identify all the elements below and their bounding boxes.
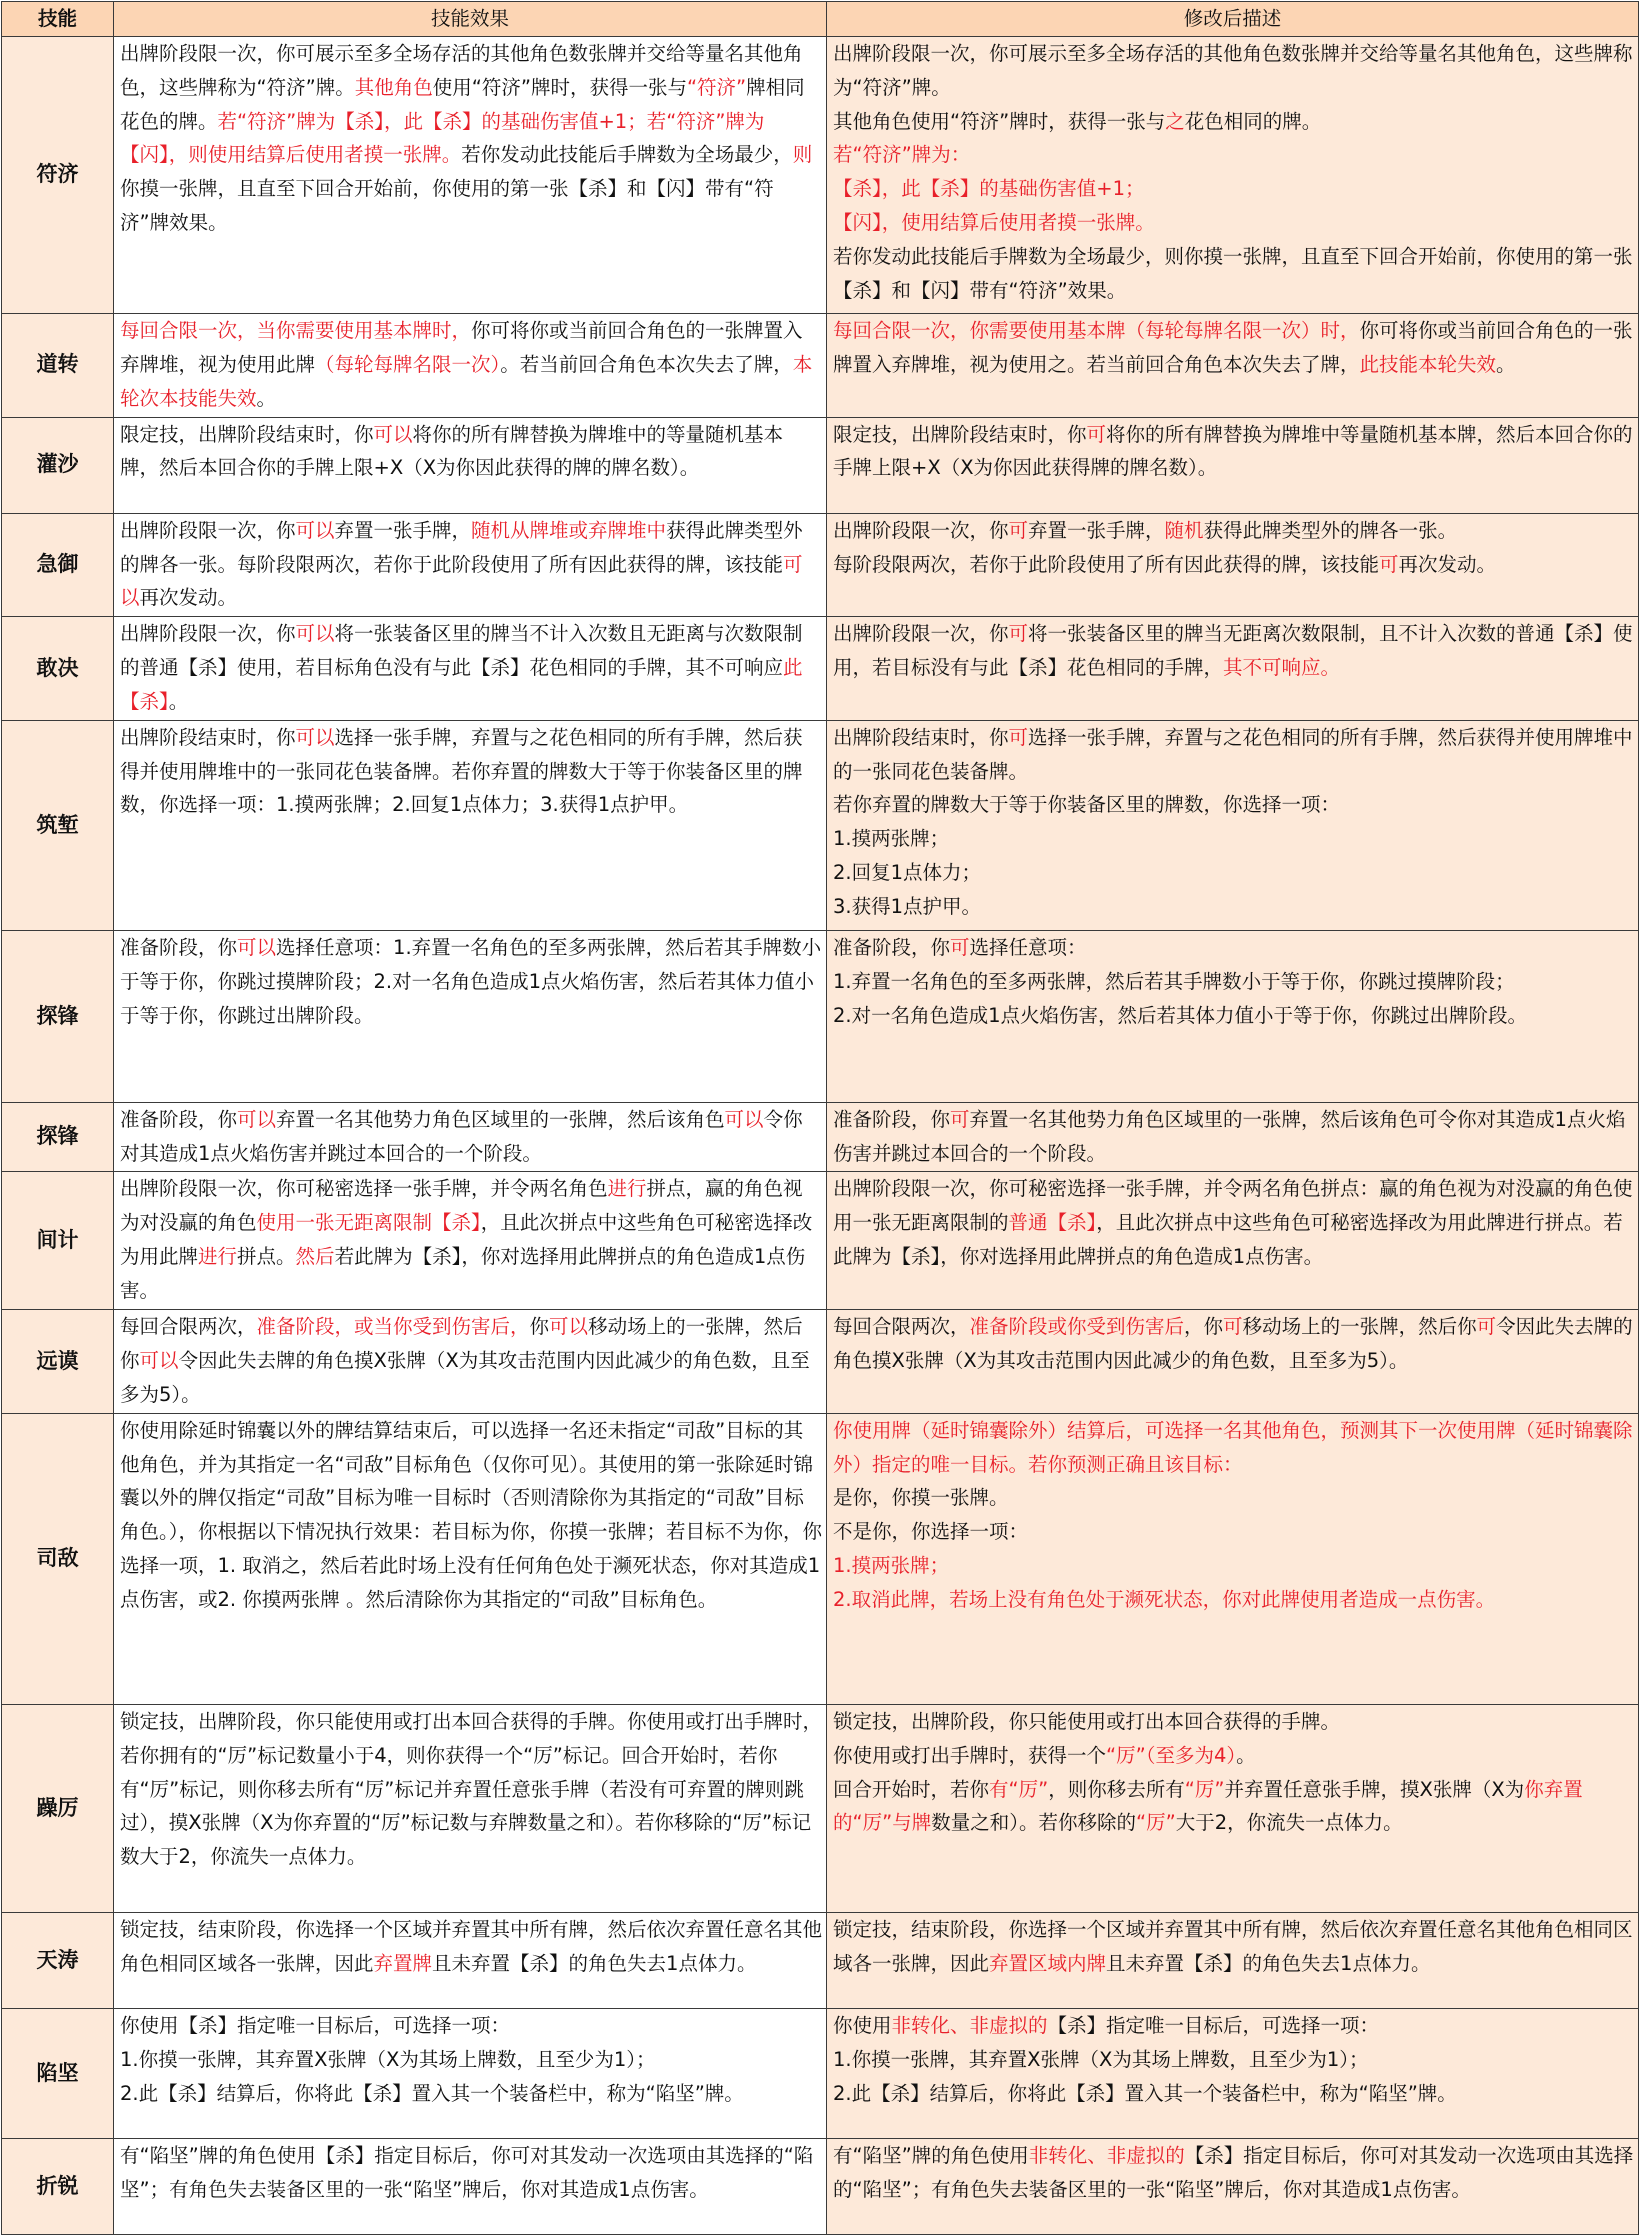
text-segment: 你使用 (833, 2014, 892, 2038)
text-segment: 出牌阶段结束时，你 (833, 725, 1009, 749)
highlighted-text: 弃置区域内牌 (989, 1952, 1107, 1976)
text-segment: 回合开始时，若你 (833, 1777, 990, 1801)
skill-name: 司敌 (2, 1413, 114, 1704)
text-segment: 大于2，你流失一点体力。 (1175, 1811, 1403, 1835)
text-segment: 是你，你摸一张牌。 (833, 1486, 1009, 1510)
text-segment: 你使用或打出手牌时，获得一个 (833, 1743, 1107, 1767)
header-effect: 技能效果 (114, 2, 827, 37)
text-segment: 不是你，你选择一项： (833, 1520, 1029, 1544)
skill-comparison-table (1, 1, 1639, 2235)
text-segment: 其他角色使用“符济”牌时，获得一张与 (833, 109, 1166, 133)
text-segment: 准备阶段，你 (120, 1108, 238, 1132)
table-row (2, 1913, 1639, 2009)
text-segment: 。 (1236, 1743, 1256, 1767)
text-segment: 数量之和）。若你移除的 (931, 1811, 1136, 1835)
skill-effect-cell (114, 417, 827, 513)
skill-name: 躁厉 (2, 1704, 114, 1912)
revised-description-cell (827, 417, 1639, 513)
highlighted-text: 普通【杀】 (1008, 1211, 1097, 1235)
highlighted-text: 本轮次本技能失效 (120, 352, 813, 410)
skill-effect-cell (114, 513, 827, 617)
text-segment: ，且此次拼点中这些角色可秘密选择改为用此牌进行拼点。若此牌为【杀】，你对选择用此牌拼点的角色造成1点伤害。 (833, 1211, 1623, 1269)
text-segment: 锁定技，结束阶段，你选择一个区域并弃置其中所有牌，然后依次弃置任意名其他角色相同区域各一张牌，因此 (833, 1918, 1633, 1976)
highlighted-text: 每回合限一次，当你需要使用基本牌时， (120, 319, 472, 343)
text-segment: 3.获得1点护甲。 (833, 894, 982, 918)
highlighted-text: 可以 (724, 1108, 764, 1132)
table-row (2, 931, 1639, 1103)
text-segment: 选择一张手牌，弃置与之花色相同的所有手牌，然后获得并使用牌堆中的一张同花色装备牌。 (833, 725, 1633, 783)
highlighted-text: 【闪】，使用结算后使用者摸一张牌。 (833, 210, 1155, 234)
text-segment: 若此牌为【杀】，你对选择用此牌拼点的角色造成1点伤害。 (120, 1245, 806, 1302)
text-segment: 。 (168, 689, 189, 713)
text-segment: 你摸一张牌，且直至下回合开始前，你使用的第一张【杀】和【闪】带有“符济”牌效果。 (120, 177, 774, 234)
text-segment: 你可将你或当前回合角色的一张牌置入弃牌堆，视为使用此牌 (120, 319, 803, 376)
skill-name: 天涛 (2, 1913, 114, 2009)
highlighted-text: 你弃置的“厉”与牌 (833, 1777, 1583, 1835)
highlighted-text: 此【杀】 (120, 656, 803, 713)
text-segment: 再次发动。 (139, 586, 238, 610)
text-segment: 1.弃置一名角色的至多两张牌，然后若其手牌数小于等于你，你跳过摸牌阶段； (833, 969, 1515, 993)
highlighted-text: 可 (1008, 518, 1029, 542)
text-segment: ，则你移去所有 (1048, 1777, 1185, 1801)
skill-effect-cell (114, 1413, 827, 1704)
text-segment: 获得此牌类型外的牌各一张。每阶段限两次，若你于此阶段使用了所有因此获得的牌，该技能 (120, 518, 803, 576)
highlighted-text: 可 (950, 936, 970, 960)
text-segment: 拼点，赢的角色视为对没赢的角色 (120, 1177, 803, 1235)
text-segment: 出牌阶段限一次，你可秘密选择一张手牌，并令两名角色拼点：赢的角色视为对没赢的角色使用一张无距离限制的 (833, 1177, 1633, 1235)
skill-effect-cell (114, 314, 827, 418)
highlighted-text: 使用一张无距离限制【杀】 (256, 1211, 481, 1235)
highlighted-text: 若“符济”牌为： (833, 143, 971, 167)
highlighted-text: 可 (1008, 622, 1029, 646)
text-segment: 出牌阶段结束时，你 (120, 725, 296, 749)
text-segment: 将一张装备区里的牌当不计入次数且无距离与次数限制的普通【杀】使用，若目标角色没有与此【杀】花色相同的手牌，其不可响应 (120, 622, 803, 680)
text-segment: 1.你摸一张牌，其弃置X张牌（X为其场上牌数，且至少为1）； (120, 2048, 656, 2072)
text-segment: 有“陷坚”牌的角色使用 (833, 2143, 1029, 2167)
table-row (2, 1172, 1639, 1310)
highlighted-text: 可以 (237, 1108, 277, 1132)
text-segment: 弃置一张手牌， (1028, 518, 1165, 542)
highlighted-text: “厉”（至多为4） (1106, 1743, 1237, 1767)
table-row (2, 1310, 1639, 1414)
highlighted-text: “厉” (1135, 1811, 1176, 1835)
skill-effect-cell (114, 720, 827, 930)
text-segment: 花色相同的牌。 (1184, 109, 1322, 133)
table-row (2, 1704, 1639, 1912)
text-segment: 2.此【杀】结算后，你将此【杀】置入其一个装备栏中，称为“陷坚”牌。 (120, 2081, 744, 2105)
highlighted-text: 可 (1379, 552, 1399, 576)
text-segment: 出牌阶段限一次，你 (120, 622, 296, 646)
highlighted-text: 若“符济”牌为【杀】，此【杀】的基础伤害值+1；若“符济”牌为【闪】，则使用结算后使用者摸一张牌。 (120, 109, 765, 167)
revised-description-cell (827, 720, 1639, 930)
revised-description-cell (827, 2009, 1639, 2138)
text-segment: 弃置一名其他势力角色区域里的一张牌，然后该角色 (276, 1108, 725, 1132)
revised-description-cell (827, 2138, 1639, 2234)
table-row (2, 37, 1639, 314)
text-segment: 弃置一名其他势力角色区域里的一张牌，然后该角色可令你对其造成1点火焰伤害并跳过本回合的一个阶段。 (833, 1108, 1626, 1165)
highlighted-text: 每回合限一次，你需要使用基本牌（每轮每牌名限一次）时， (833, 319, 1360, 343)
text-segment: 牌相同花色的牌。 (120, 75, 805, 133)
text-segment: 1.你摸一张牌，其弃置X张牌（X为其场上牌数，且至少为1）； (833, 2048, 1369, 2072)
skill-name: 符济 (2, 37, 114, 314)
text-segment: 若你发动此技能后手牌数为全场最少， (461, 143, 793, 167)
text-segment: 【杀】指定目标后，你可对其发动一次选项由其选择的“陷坚”；有角色失去装备区里的一张“陷坚”牌后，你对其造成1点伤害。 (833, 2143, 1634, 2201)
skill-name: 远谟 (2, 1310, 114, 1414)
text-segment: 且未弃置【杀】的角色失去1点体力。 (432, 1952, 757, 1976)
skill-effect-cell (114, 1172, 827, 1310)
table-body (2, 37, 1639, 2235)
text-segment: 每回合限两次， (833, 1315, 970, 1339)
text-segment: 将你的所有牌替换为牌堆中等量随机基本牌，然后本回合你的手牌上限+X（X为你因此获得牌的牌名数）。 (833, 422, 1633, 480)
table-row (2, 2138, 1639, 2234)
highlighted-text: 可 (1086, 422, 1107, 446)
skill-name: 灌沙 (2, 417, 114, 513)
skill-effect-cell (114, 1913, 827, 2009)
highlighted-text: 随机从牌堆或弃牌堆中 (471, 518, 667, 542)
text-segment: 出牌阶段限一次，你 (120, 518, 296, 542)
text-segment: 出牌阶段限一次，你可展示至多全场存活的其他角色数张牌并交给等量名其他角色，这些牌称为“符济”牌。 (833, 42, 1633, 99)
highlighted-text: 可 (1223, 1315, 1243, 1339)
text-segment: 。若当前回合角色本次失去了牌， (500, 352, 793, 376)
text-segment: 令因此失去牌的角色摸X张牌（X为其攻击范围内因此减少的角色数，且至多为5）。 (833, 1315, 1633, 1372)
highlighted-text: 可以 (373, 422, 413, 446)
text-segment: 出牌阶段限一次，你可秘密选择一张手牌，并令两名角色 (120, 1177, 608, 1201)
table-row (2, 2009, 1639, 2138)
skill-effect-cell (114, 2009, 827, 2138)
text-segment: 你 (529, 1315, 550, 1339)
highlighted-text: 其不可响应。 (1223, 656, 1341, 680)
text-segment: 准备阶段，你 (120, 936, 238, 960)
text-segment: 令你对其造成1点火焰伤害并跳过本回合的一个阶段。 (120, 1108, 803, 1165)
highlighted-text: 可以 (120, 552, 803, 610)
revised-description-cell (827, 1310, 1639, 1414)
text-segment: ，你 (1184, 1315, 1224, 1339)
skill-effect-cell (114, 617, 827, 721)
header-row (2, 2, 1639, 37)
skill-name: 间计 (2, 1172, 114, 1310)
table-row (2, 513, 1639, 617)
text-segment: 准备阶段，你 (833, 936, 951, 960)
highlighted-text: 进行 (607, 1177, 647, 1201)
text-segment: 选择任意项：1.弃置一名角色的至多两张牌，然后若其手牌数小于等于你，你跳过摸牌阶段；2.对一名角色造成1点火焰伤害，然后若其体力值小于等于你，你跳过出牌阶段。 (120, 936, 822, 1027)
text-segment: 2.对一名角色造成1点火焰伤害，然后若其体力值小于等于你，你跳过出牌阶段。 (833, 1003, 1528, 1027)
skill-name: 探锋 (2, 931, 114, 1103)
revised-description-cell (827, 513, 1639, 617)
revised-description-cell (827, 617, 1639, 721)
highlighted-text: 1.摸两张牌； (833, 1553, 950, 1577)
text-segment: 拼点。 (237, 1245, 296, 1269)
revised-description-cell (827, 37, 1639, 314)
text-segment: 并弃置任意张手牌，摸X张牌（X为 (1224, 1777, 1525, 1801)
highlighted-text: 有“厉” (989, 1777, 1049, 1801)
skill-effect-cell (114, 1704, 827, 1912)
text-segment: 你使用除延时锦囊以外的牌结算结束后，可以选择一名还未指定“司敌”目标的其他角色，并为其指定一名“司敌”目标角色（仅你可见）。其使用的第一张除延时锦囊以外的牌仅指定“司敌”目标为唯一目标时（否则清除你为其指定的“司敌”目标角色。），你根据以下情况执行效果：若目标为你，你摸一张牌；若目标不为你，你选择一项，1. 取消之，然后若此时场上没有任何角色处于濒死状态，你对其造成1点伤害，或2. 你摸两张牌 。然后清除你为其指定的“司敌”目标角色。 (120, 1418, 823, 1611)
text-segment: 锁定技，结束阶段，你选择一个区域并弃置其中所有牌，然后依次弃置任意名其他角色相同区域各一张牌，因此 (120, 1918, 823, 1976)
revised-description-cell (827, 314, 1639, 418)
text-segment: 【杀】指定唯一目标后，可选择一项： (1047, 2014, 1380, 2038)
text-segment: 。 (1496, 352, 1516, 376)
highlighted-text: 准备阶段，或当你受到伤害后， (256, 1315, 530, 1339)
text-segment: 锁定技，出牌阶段，你只能使用或打出本回合获得的手牌。 (833, 1709, 1341, 1733)
text-segment: 每回合限两次， (120, 1315, 257, 1339)
highlighted-text: 之 (1165, 109, 1185, 133)
skill-effect-cell (114, 931, 827, 1103)
skill-name: 急御 (2, 513, 114, 617)
highlighted-text: “厉” (1184, 1777, 1225, 1801)
text-segment: 选择任意项： (969, 936, 1087, 960)
text-segment: 出牌阶段限一次，你 (833, 622, 1009, 646)
revised-description-cell (827, 1172, 1639, 1310)
text-segment: 使用“符济”牌时，获得一张与 (432, 75, 687, 99)
highlighted-text: 随机 (1164, 518, 1204, 542)
revised-description-cell (827, 1103, 1639, 1172)
skill-name: 敢决 (2, 617, 114, 721)
text-segment: 移动场上的一张牌，然后你 (120, 1315, 803, 1372)
text-segment: 移动场上的一张牌，然后你 (1242, 1315, 1477, 1339)
text-segment: 锁定技，出牌阶段，你只能使用或打出本回合获得的手牌。你使用或打出手牌时，若你拥有的“厉”标记数量小于4，则你获得一个“厉”标记。回合开始时，若你有“厉”标记，则你移去所有“厉”标记并弃置任意张手牌（若没有可弃置的牌则跳过），摸X张牌（X为你弃置的“厉”标记数与弃牌数量之和）。若你移除的“厉”标记数大于2，你流失一点体力。 (120, 1709, 823, 1869)
skill-effect-cell (114, 1103, 827, 1172)
highlighted-text: “符济” (686, 75, 747, 99)
revised-description-cell (827, 1704, 1639, 1912)
text-segment: 2.回复1点体力； (833, 860, 982, 884)
text-segment: 若你弃置的牌数大于等于你装备区里的牌数，你选择一项： (833, 793, 1341, 817)
highlighted-text: 可以 (295, 518, 335, 542)
table-row (2, 720, 1639, 930)
text-segment: 选择一张手牌，弃置与之花色相同的所有手牌，然后获得并使用牌堆中的一张同花色装备牌。若你弃置的牌数大于等于你装备区里的牌数，你选择一项：1.摸两张牌；2.回复1点体力；3.获得1点护甲。 (120, 725, 803, 817)
highlighted-text: 可以 (139, 1348, 179, 1372)
text-segment: 2.此【杀】结算后，你将此【杀】置入其一个装备栏中，称为“陷坚”牌。 (833, 2081, 1457, 2105)
header-revised: 修改后描述 (827, 2, 1639, 37)
text-segment: 弃置一张手牌， (334, 518, 472, 542)
text-segment: 有“陷坚”牌的角色使用【杀】指定目标后，你可对其发动一次选项由其选择的“陷坚”；有角色失去装备区里的一张“陷坚”牌后，你对其造成1点伤害。 (120, 2143, 814, 2201)
text-segment: 将一张装备区里的牌当无距离次数限制，且不计入次数的普通【杀】使用，若目标没有与此【杀】花色相同的手牌， (833, 622, 1633, 680)
text-segment: 限定技，出牌阶段结束时，你 (120, 422, 374, 446)
table-row (2, 417, 1639, 513)
highlighted-text: 非转化、非虚拟的 (891, 2014, 1048, 2038)
text-segment: 。 (256, 386, 277, 410)
skill-name: 探锋 (2, 1103, 114, 1172)
skill-name: 折锐 (2, 2138, 114, 2234)
text-segment: 限定技，出牌阶段结束时，你 (833, 422, 1087, 446)
skill-name: 道转 (2, 314, 114, 418)
text-segment: 出牌阶段限一次，你可展示至多全场存活的其他角色数张牌并交给等量名其他角色，这些牌称为“符济”牌。 (120, 42, 803, 99)
highlighted-text: 可以 (295, 725, 335, 749)
text-segment: 你可将你或当前回合角色的一张牌置入弃牌堆，视为使用之。若当前回合角色本次失去了牌， (833, 319, 1633, 376)
highlighted-text: 准备阶段或你受到伤害后 (969, 1315, 1185, 1339)
text-segment: 你使用【杀】指定唯一目标后，可选择一项： (120, 2014, 511, 2038)
text-segment: 准备阶段，你 (833, 1108, 951, 1132)
highlighted-text: 你使用牌（延时锦囊除外）结算后，可选择一名其他角色，预测其下一次使用牌（延时锦囊除外）指定的唯一目标。若你预测正确且该目标： (833, 1418, 1633, 1476)
highlighted-text: 可以 (295, 622, 335, 646)
highlighted-text: 其他角色 (354, 75, 433, 99)
revised-description-cell (827, 931, 1639, 1103)
highlighted-text: 然后 (295, 1245, 335, 1269)
highlighted-text: 2.取消此牌，若场上没有角色处于濒死状态，你对此牌使用者造成一点伤害。 (833, 1587, 1496, 1611)
highlighted-text: 进行 (198, 1245, 238, 1269)
text-segment: 令因此失去牌的角色摸X张牌（X为其攻击范围内因此减少的角色数，且至多为5）。 (120, 1348, 810, 1406)
skill-effect-cell (114, 1310, 827, 1414)
text-segment: 且未弃置【杀】的角色失去1点体力。 (1106, 1952, 1431, 1976)
table-row (2, 617, 1639, 721)
table-row (2, 1103, 1639, 1172)
skill-name: 筑堑 (2, 720, 114, 930)
highlighted-text: 可 (1476, 1315, 1497, 1339)
highlighted-text: 【杀】，此【杀】的基础伤害值+1； (833, 177, 1145, 201)
skill-name: 陷坚 (2, 2009, 114, 2138)
text-segment: 出牌阶段限一次，你 (833, 518, 1009, 542)
table-row (2, 314, 1639, 418)
highlighted-text: 可 (950, 1108, 970, 1132)
revised-description-cell (827, 1913, 1639, 2009)
highlighted-text: 可 (1008, 725, 1029, 749)
text-segment: 将你的所有牌替换为牌堆中的等量随机基本牌，然后本回合你的手牌上限+X（X为你因此获得的牌的牌名数）。 (120, 422, 784, 480)
highlighted-text: 弃置牌 (373, 1952, 433, 1976)
highlighted-text: 可以 (237, 936, 277, 960)
highlighted-text: 非转化、非虚拟的 (1028, 2143, 1185, 2167)
highlighted-text: 此技能本轮失效 (1359, 352, 1497, 376)
text-segment: 每阶段限两次，若你于此阶段使用了所有因此获得的牌，该技能 (833, 552, 1380, 576)
header-skill: 技能 (2, 2, 114, 37)
text-segment: 1.摸两张牌； (833, 827, 950, 851)
revised-description-cell (827, 1413, 1639, 1704)
skill-effect-cell (114, 37, 827, 314)
highlighted-text: 可以 (549, 1315, 589, 1339)
table-row (2, 1413, 1639, 1704)
text-segment: 若你发动此技能后手牌数为全场最少，则你摸一张牌，且直至下回合开始前，你使用的第一张【杀】和【闪】带有“符济”效果。 (833, 244, 1633, 302)
highlighted-text: （每轮每牌名限一次） (315, 352, 501, 376)
text-segment: 再次发动。 (1398, 552, 1497, 576)
text-segment: ，且此次拼点中这些角色可秘密选择改为用此牌 (120, 1211, 813, 1269)
skill-effect-cell (114, 2138, 827, 2234)
text-segment: 获得此牌类型外的牌各一张。 (1203, 518, 1458, 542)
highlighted-text: 则 (792, 143, 813, 167)
